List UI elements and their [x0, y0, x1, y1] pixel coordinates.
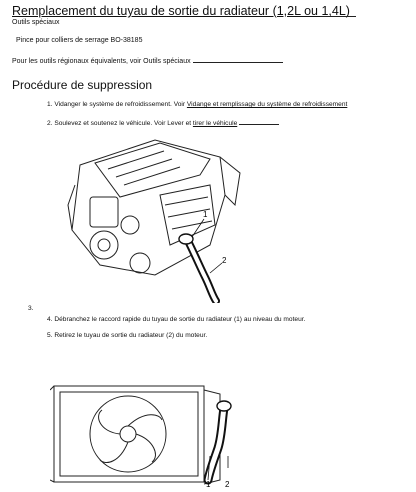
- engine-callout-1: 1: [203, 210, 208, 219]
- tool-line: Pince pour colliers de serrage BO-38185: [16, 37, 143, 44]
- step-2: 2. Soulevez et soutenez le véhicule. Voir Lever et tirer le véhicule: [47, 118, 279, 127]
- procedure-heading: Procédure de suppression: [12, 78, 153, 92]
- radiator-callout-1: 1: [206, 480, 211, 488]
- title-underline: [320, 16, 356, 17]
- engine-illustration: [60, 135, 250, 303]
- engine-callout-2: 2: [222, 256, 227, 265]
- radiator-callout-2: 2: [225, 480, 230, 488]
- step-1: 1. Vidanger le système de refroidissement. Voir Vidange et remplissage du système de refroidissement: [47, 101, 348, 108]
- radiator-illustration: [50, 380, 250, 488]
- link-lift-vehicle[interactable]: tirer le véhicule: [192, 120, 238, 127]
- step-4: 4. Débranchez le raccord rapide du tuyau de sortie du radiateur (1) au niveau du moteur.: [47, 316, 306, 323]
- step-5: 5. Retirez le tuyau de sortie du radiateur (2) du moteur.: [47, 332, 208, 339]
- page-title: Remplacement du tuyau de sortie du radiateur (1,2L ou 1,4L): [12, 4, 350, 18]
- link-cooling-drain[interactable]: Vidange et remplissage du système de refroidissement: [186, 101, 348, 108]
- special-tools-heading: Outils spéciaux: [12, 19, 60, 26]
- regional-tools-line: Pour les outils régionaux équivalents, voir Outils spéciaux: [12, 56, 283, 65]
- step-3: 3.: [28, 305, 34, 312]
